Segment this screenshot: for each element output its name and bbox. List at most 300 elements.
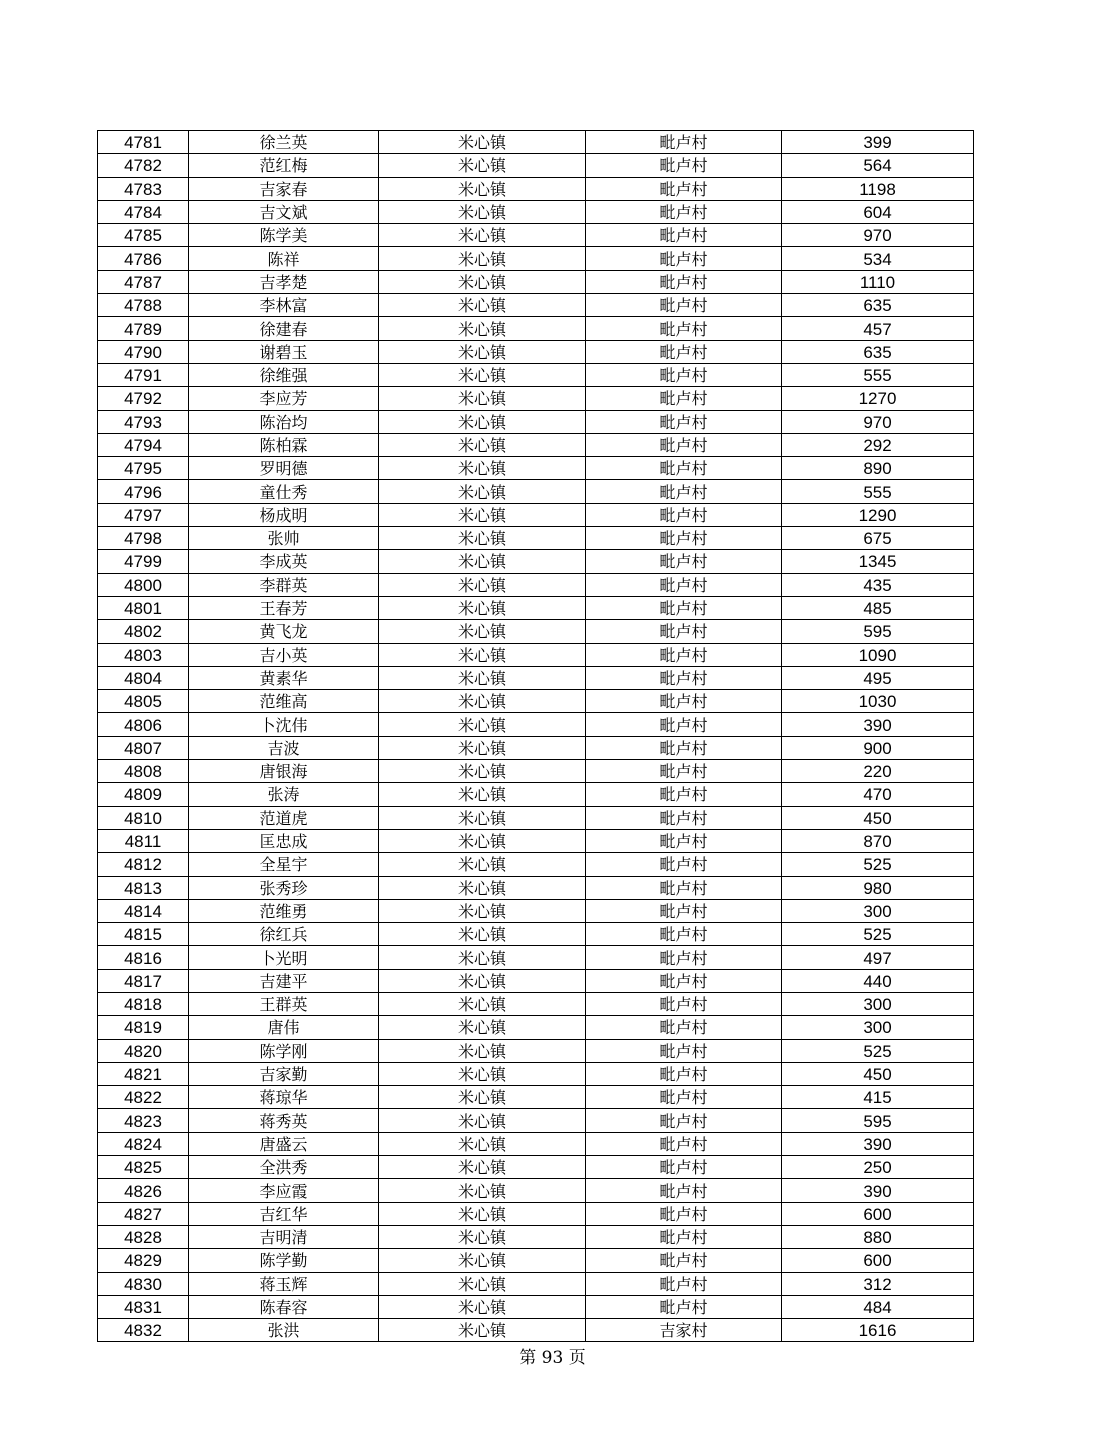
records-table [97,130,974,1342]
row-id-cell: 4821 [98,1062,189,1085]
amount-cell: 312 [782,1272,974,1295]
village-cell: 毗卢村 [586,270,782,293]
row-id-cell: 4809 [98,783,189,806]
name-cell: 罗明德 [189,457,379,480]
amount-cell: 450 [782,1062,974,1085]
row-id-cell: 4782 [98,154,189,177]
village-cell: 毗卢村 [586,736,782,759]
name-cell: 吉小英 [189,643,379,666]
row-id-cell: 4822 [98,1086,189,1109]
amount-cell: 1090 [782,643,974,666]
name-cell: 张涛 [189,783,379,806]
village-cell: 毗卢村 [586,1132,782,1155]
table-row [98,1202,974,1225]
table-row [98,457,974,480]
village-cell: 毗卢村 [586,643,782,666]
table-row [98,829,974,852]
town-cell: 米心镇 [379,1319,586,1342]
name-cell: 徐建春 [189,317,379,340]
amount-cell: 450 [782,806,974,829]
village-cell: 毗卢村 [586,1249,782,1272]
name-cell: 王群英 [189,992,379,1015]
name-cell: 王春芳 [189,596,379,619]
row-id-cell: 4811 [98,829,189,852]
village-cell: 毗卢村 [586,1272,782,1295]
town-cell: 米心镇 [379,783,586,806]
row-id-cell: 4798 [98,527,189,550]
row-id-cell: 4794 [98,433,189,456]
amount-cell: 980 [782,876,974,899]
row-id-cell: 4808 [98,760,189,783]
village-cell: 毗卢村 [586,876,782,899]
row-id-cell: 4820 [98,1039,189,1062]
amount-cell: 600 [782,1202,974,1225]
amount-cell: 555 [782,363,974,386]
row-id-cell: 4797 [98,503,189,526]
amount-cell: 292 [782,433,974,456]
row-id-cell: 4788 [98,294,189,317]
row-id-cell: 4814 [98,899,189,922]
name-cell: 范道虎 [189,806,379,829]
row-id-cell: 4784 [98,200,189,223]
name-cell: 吉文斌 [189,200,379,223]
name-cell: 张秀珍 [189,876,379,899]
village-cell: 毗卢村 [586,596,782,619]
name-cell: 唐伟 [189,1016,379,1039]
village-cell: 毗卢村 [586,899,782,922]
table-row [98,573,974,596]
row-id-cell: 4828 [98,1225,189,1248]
amount-cell: 675 [782,527,974,550]
amount-cell: 890 [782,457,974,480]
name-cell: 吉红华 [189,1202,379,1225]
table-row [98,317,974,340]
amount-cell: 390 [782,1132,974,1155]
row-id-cell: 4804 [98,666,189,689]
row-id-cell: 4785 [98,224,189,247]
amount-cell: 1616 [782,1319,974,1342]
name-cell: 蒋秀英 [189,1109,379,1132]
village-cell: 毗卢村 [586,387,782,410]
table-row [98,620,974,643]
village-cell: 毗卢村 [586,760,782,783]
town-cell: 米心镇 [379,363,586,386]
table-row [98,1132,974,1155]
row-id-cell: 4803 [98,643,189,666]
name-cell: 李成英 [189,550,379,573]
table-row [98,1225,974,1248]
row-id-cell: 4781 [98,131,189,154]
row-id-cell: 4810 [98,806,189,829]
name-cell: 徐维强 [189,363,379,386]
town-cell: 米心镇 [379,247,586,270]
table-row [98,1272,974,1295]
table-row [98,1156,974,1179]
village-cell: 毗卢村 [586,527,782,550]
table-row [98,1179,974,1202]
row-id-cell: 4812 [98,853,189,876]
name-cell: 范维勇 [189,899,379,922]
name-cell: 范维高 [189,690,379,713]
town-cell: 米心镇 [379,690,586,713]
town-cell: 米心镇 [379,992,586,1015]
name-cell: 陈学美 [189,224,379,247]
town-cell: 米心镇 [379,1016,586,1039]
amount-cell: 534 [782,247,974,270]
row-id-cell: 4816 [98,946,189,969]
town-cell: 米心镇 [379,410,586,433]
town-cell: 米心镇 [379,643,586,666]
table-row [98,713,974,736]
village-cell: 毗卢村 [586,177,782,200]
village-cell: 毗卢村 [586,946,782,969]
town-cell: 米心镇 [379,853,586,876]
town-cell: 米心镇 [379,387,586,410]
row-id-cell: 4825 [98,1156,189,1179]
amount-cell: 390 [782,1179,974,1202]
town-cell: 米心镇 [379,596,586,619]
amount-cell: 250 [782,1156,974,1179]
town-cell: 米心镇 [379,1039,586,1062]
amount-cell: 525 [782,853,974,876]
name-cell: 吉波 [189,736,379,759]
amount-cell: 495 [782,666,974,689]
village-cell: 毗卢村 [586,1179,782,1202]
town-cell: 米心镇 [379,620,586,643]
town-cell: 米心镇 [379,876,586,899]
village-cell: 毗卢村 [586,992,782,1015]
amount-cell: 635 [782,294,974,317]
amount-cell: 635 [782,340,974,363]
village-cell: 毗卢村 [586,573,782,596]
table-row [98,992,974,1015]
town-cell: 米心镇 [379,573,586,596]
village-cell: 毗卢村 [586,1086,782,1109]
table-row [98,690,974,713]
table-row [98,1109,974,1132]
village-cell: 毗卢村 [586,480,782,503]
village-cell: 毗卢村 [586,363,782,386]
village-cell: 毗卢村 [586,1225,782,1248]
name-cell: 徐兰英 [189,131,379,154]
amount-cell: 870 [782,829,974,852]
village-cell: 毗卢村 [586,969,782,992]
village-cell: 毗卢村 [586,1016,782,1039]
row-id-cell: 4791 [98,363,189,386]
town-cell: 米心镇 [379,1086,586,1109]
amount-cell: 880 [782,1225,974,1248]
town-cell: 米心镇 [379,1132,586,1155]
table-row [98,899,974,922]
town-cell: 米心镇 [379,527,586,550]
row-id-cell: 4824 [98,1132,189,1155]
town-cell: 米心镇 [379,1156,586,1179]
amount-cell: 1110 [782,270,974,293]
table-row [98,1016,974,1039]
town-cell: 米心镇 [379,1062,586,1085]
name-cell: 陈柏霖 [189,433,379,456]
town-cell: 米心镇 [379,1249,586,1272]
town-cell: 米心镇 [379,1202,586,1225]
table-row [98,806,974,829]
records-table-body [98,131,974,1342]
name-cell: 李应芳 [189,387,379,410]
village-cell: 毗卢村 [586,1039,782,1062]
town-cell: 米心镇 [379,806,586,829]
row-id-cell: 4815 [98,923,189,946]
name-cell: 徐红兵 [189,923,379,946]
row-id-cell: 4800 [98,573,189,596]
amount-cell: 470 [782,783,974,806]
table-row [98,643,974,666]
village-cell: 毗卢村 [586,923,782,946]
amount-cell: 600 [782,1249,974,1272]
row-id-cell: 4818 [98,992,189,1015]
amount-cell: 1290 [782,503,974,526]
amount-cell: 390 [782,713,974,736]
amount-cell: 415 [782,1086,974,1109]
village-cell: 毗卢村 [586,433,782,456]
row-id-cell: 4806 [98,713,189,736]
village-cell: 毗卢村 [586,200,782,223]
town-cell: 米心镇 [379,899,586,922]
table-row [98,363,974,386]
name-cell: 谢碧玉 [189,340,379,363]
amount-cell: 1198 [782,177,974,200]
village-cell: 毗卢村 [586,1202,782,1225]
village-cell: 毗卢村 [586,783,782,806]
town-cell: 米心镇 [379,760,586,783]
town-cell: 米心镇 [379,200,586,223]
town-cell: 米心镇 [379,1179,586,1202]
amount-cell: 564 [782,154,974,177]
village-cell: 毗卢村 [586,1062,782,1085]
name-cell: 吉建平 [189,969,379,992]
village-cell: 毗卢村 [586,550,782,573]
name-cell: 陈祥 [189,247,379,270]
table-row [98,177,974,200]
name-cell: 唐盛云 [189,1132,379,1155]
row-id-cell: 4796 [98,480,189,503]
town-cell: 米心镇 [379,1225,586,1248]
town-cell: 米心镇 [379,1272,586,1295]
village-cell: 毗卢村 [586,1295,782,1318]
table-row [98,1062,974,1085]
table-row [98,527,974,550]
table-row [98,340,974,363]
town-cell: 米心镇 [379,340,586,363]
amount-cell: 525 [782,923,974,946]
amount-cell: 525 [782,1039,974,1062]
row-id-cell: 4823 [98,1109,189,1132]
table-row [98,131,974,154]
amount-cell: 1030 [782,690,974,713]
table-row [98,154,974,177]
amount-cell: 300 [782,899,974,922]
name-cell: 全洪秀 [189,1156,379,1179]
amount-cell: 484 [782,1295,974,1318]
town-cell: 米心镇 [379,946,586,969]
row-id-cell: 4787 [98,270,189,293]
row-id-cell: 4827 [98,1202,189,1225]
village-cell: 毗卢村 [586,154,782,177]
name-cell: 蒋琼华 [189,1086,379,1109]
name-cell: 吉家勤 [189,1062,379,1085]
village-cell: 毗卢村 [586,829,782,852]
name-cell: 陈春容 [189,1295,379,1318]
town-cell: 米心镇 [379,294,586,317]
row-id-cell: 4793 [98,410,189,433]
town-cell: 米心镇 [379,1109,586,1132]
amount-cell: 440 [782,969,974,992]
village-cell: 吉家村 [586,1319,782,1342]
village-cell: 毗卢村 [586,853,782,876]
village-cell: 毗卢村 [586,620,782,643]
row-id-cell: 4831 [98,1295,189,1318]
village-cell: 毗卢村 [586,340,782,363]
amount-cell: 1270 [782,387,974,410]
name-cell: 匡忠成 [189,829,379,852]
table-row [98,433,974,456]
town-cell: 米心镇 [379,923,586,946]
row-id-cell: 4819 [98,1016,189,1039]
row-id-cell: 4832 [98,1319,189,1342]
row-id-cell: 4805 [98,690,189,713]
row-id-cell: 4790 [98,340,189,363]
town-cell: 米心镇 [379,317,586,340]
town-cell: 米心镇 [379,480,586,503]
name-cell: 张帅 [189,527,379,550]
row-id-cell: 4801 [98,596,189,619]
village-cell: 毗卢村 [586,224,782,247]
row-id-cell: 4829 [98,1249,189,1272]
table-row [98,503,974,526]
name-cell: 陈学勤 [189,1249,379,1272]
table-row [98,760,974,783]
table-row [98,596,974,619]
table-row [98,1249,974,1272]
village-cell: 毗卢村 [586,457,782,480]
row-id-cell: 4783 [98,177,189,200]
amount-cell: 457 [782,317,974,340]
name-cell: 李群英 [189,573,379,596]
amount-cell: 497 [782,946,974,969]
village-cell: 毗卢村 [586,247,782,270]
town-cell: 米心镇 [379,154,586,177]
row-id-cell: 4817 [98,969,189,992]
row-id-cell: 4830 [98,1272,189,1295]
table-row [98,387,974,410]
town-cell: 米心镇 [379,503,586,526]
name-cell: 陈治均 [189,410,379,433]
table-row [98,410,974,433]
amount-cell: 1345 [782,550,974,573]
name-cell: 黄素华 [189,666,379,689]
amount-cell: 485 [782,596,974,619]
name-cell: 吉家春 [189,177,379,200]
name-cell: 黄飞龙 [189,620,379,643]
amount-cell: 220 [782,760,974,783]
village-cell: 毗卢村 [586,317,782,340]
village-cell: 毗卢村 [586,294,782,317]
row-id-cell: 4792 [98,387,189,410]
table-row [98,946,974,969]
row-id-cell: 4786 [98,247,189,270]
amount-cell: 555 [782,480,974,503]
table-row [98,923,974,946]
table-row [98,783,974,806]
row-id-cell: 4813 [98,876,189,899]
name-cell: 杨成明 [189,503,379,526]
row-id-cell: 4795 [98,457,189,480]
row-id-cell: 4789 [98,317,189,340]
amount-cell: 604 [782,200,974,223]
table-row [98,294,974,317]
table-row [98,666,974,689]
name-cell: 卜沈伟 [189,713,379,736]
village-cell: 毗卢村 [586,503,782,526]
amount-cell: 970 [782,224,974,247]
name-cell: 卜光明 [189,946,379,969]
row-id-cell: 4826 [98,1179,189,1202]
row-id-cell: 4802 [98,620,189,643]
name-cell: 陈学刚 [189,1039,379,1062]
amount-cell: 595 [782,620,974,643]
amount-cell: 300 [782,1016,974,1039]
table-row [98,480,974,503]
village-cell: 毗卢村 [586,410,782,433]
amount-cell: 595 [782,1109,974,1132]
name-cell: 李林富 [189,294,379,317]
name-cell: 童仕秀 [189,480,379,503]
village-cell: 毗卢村 [586,713,782,736]
village-cell: 毗卢村 [586,666,782,689]
table-row [98,853,974,876]
town-cell: 米心镇 [379,969,586,992]
table-row [98,224,974,247]
table-row [98,200,974,223]
town-cell: 米心镇 [379,736,586,759]
table-row [98,876,974,899]
amount-cell: 970 [782,410,974,433]
town-cell: 米心镇 [379,224,586,247]
amount-cell: 399 [782,131,974,154]
name-cell: 范红梅 [189,154,379,177]
table-row [98,1319,974,1342]
town-cell: 米心镇 [379,177,586,200]
amount-cell: 435 [782,573,974,596]
table-row [98,1086,974,1109]
village-cell: 毗卢村 [586,1109,782,1132]
page-number: 第 93 页 [519,1348,586,1368]
town-cell: 米心镇 [379,713,586,736]
village-cell: 毗卢村 [586,1156,782,1179]
village-cell: 毗卢村 [586,131,782,154]
name-cell: 蒋玉辉 [189,1272,379,1295]
town-cell: 米心镇 [379,457,586,480]
name-cell: 吉孝楚 [189,270,379,293]
table-row [98,1295,974,1318]
table-row [98,247,974,270]
town-cell: 米心镇 [379,1295,586,1318]
name-cell: 全星宇 [189,853,379,876]
name-cell: 张洪 [189,1319,379,1342]
table-row [98,736,974,759]
town-cell: 米心镇 [379,131,586,154]
town-cell: 米心镇 [379,666,586,689]
village-cell: 毗卢村 [586,690,782,713]
town-cell: 米心镇 [379,550,586,573]
